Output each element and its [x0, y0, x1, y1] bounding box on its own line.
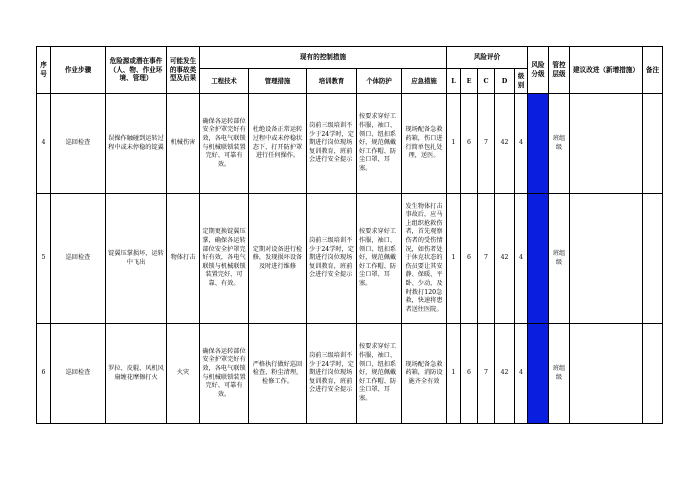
cell-c: 7	[478, 324, 495, 424]
cell-consequence: 火灾	[167, 324, 200, 424]
cell-suggestion	[570, 324, 643, 424]
table-row	[37, 194, 663, 324]
subheader-ppe: 个体防护	[357, 69, 402, 94]
cell-d: 42	[495, 94, 515, 194]
header-risk-level: 风险分级	[528, 47, 549, 94]
cell-eng: 确保各运转部位安全护罩完好有效，各电气联锁与机械联锁装置完好、可靠有效。	[200, 324, 249, 424]
subheader-mgmt: 管理措施	[249, 69, 307, 94]
cell-remark	[643, 94, 663, 194]
table-row	[37, 94, 663, 194]
cell-ppe: 按要求穿好工作服，袖口、领口、纽扣系好，规范佩戴好工作帽、防尘口罩、耳塞。	[357, 94, 402, 194]
cell-seq: 6	[37, 324, 51, 424]
cell-e: 6	[461, 324, 478, 424]
cell-l: 1	[447, 194, 461, 324]
cell-c: 7	[478, 94, 495, 194]
cell-step: 巡回检查	[51, 194, 106, 324]
cell-eng: 定期更换锭翼压掌，确保各运转部位安全护罩完好有效，各电气联锁与机械联锁装置完好、可靠、有效。	[200, 194, 249, 324]
cell-training: 岗前三级培训不少于24学时，定期进行岗位现场复训教育，班前会进行安全提示	[307, 94, 357, 194]
cell-suggestion	[570, 94, 643, 194]
cell-ppe: 按要求穿好工作服，袖口、领口、纽扣系好，规范佩戴好工作帽、防尘口罩、耳塞。	[357, 194, 402, 324]
cell-e: 6	[461, 94, 478, 194]
cell-control-level: 班组级	[549, 324, 570, 424]
header-row-main	[37, 47, 663, 69]
cell-d: 42	[495, 324, 515, 424]
cell-risk-level: 蓝	[528, 194, 549, 324]
cell-hazard: 误操作触碰到运转过程中或未停稳的锭翼	[106, 94, 167, 194]
header-seq: 序号	[37, 47, 51, 94]
cell-suggestion	[570, 194, 643, 324]
table-row	[37, 324, 663, 424]
cell-step: 巡回检查	[51, 94, 106, 194]
cell-training: 岗前三级培训不少于24学时，定期进行岗位现场复训教育，班前会进行安全提示	[307, 324, 357, 424]
header-control-level: 管控层级	[549, 47, 570, 94]
cell-e: 6	[461, 194, 478, 324]
cell-hazard: 锭翼压掌损坏，运转中飞出	[106, 194, 167, 324]
cell-grade: 4	[515, 194, 528, 324]
cell-l: 1	[447, 324, 461, 424]
cell-remark	[643, 194, 663, 324]
header-controls: 现有的控制措施	[200, 47, 447, 69]
cell-emergency: 发生物体打击事故后，应马上组织抢救伤者，首先观察伤者的受伤情况，如伤者处于休克状态的伤员要让其安静、保暖、平卧、少动，及时拨打120急救，快速将患者送往医院。	[402, 194, 447, 324]
cell-ppe: 按要求穿好工作服，袖口、领口、纽扣系好，规范佩戴好工作帽、防尘口罩、耳塞。	[357, 324, 402, 424]
cell-emergency: 现场配备急救药箱，消防设施齐全有效	[402, 324, 447, 424]
header-step: 作业步骤	[51, 47, 106, 94]
subheader-c: C	[478, 69, 495, 94]
cell-grade: 4	[515, 324, 528, 424]
cell-l: 1	[447, 94, 461, 194]
cell-step: 巡回检查	[51, 324, 106, 424]
subheader-training: 培训教育	[307, 69, 357, 94]
cell-eng: 确保各运转部位安全护罩完好有效，各电气联锁与机械联锁装置完好、可靠有效。	[200, 94, 249, 194]
subheader-e: E	[461, 69, 478, 94]
cell-mgmt: 杜绝设备正常运转过程中或未停稳状态下，打开防护罩进行任何操作。	[249, 94, 307, 194]
subheader-grade: 级别	[515, 69, 528, 94]
header-consequence: 可能发生的事故类型及后果	[167, 47, 200, 94]
cell-c: 7	[478, 194, 495, 324]
header-hazard: 危险源或潜在事件（人、物、作业环境、管理）	[106, 47, 167, 94]
subheader-l: L	[447, 69, 461, 94]
cell-remark	[643, 324, 663, 424]
cell-control-level: 班组级	[549, 94, 570, 194]
cell-risk-level: 蓝	[528, 94, 549, 194]
subheader-d: D	[495, 69, 515, 94]
cell-consequence: 机械伤害	[167, 94, 200, 194]
cell-hazard: 罗拉、皮辊、风机风扇缠花摩擦打火	[106, 324, 167, 424]
cell-seq: 4	[37, 94, 51, 194]
risk-assessment-table	[36, 46, 663, 424]
header-remark: 备注	[643, 47, 663, 94]
cell-consequence: 物体打击	[167, 194, 200, 324]
cell-risk-level: 蓝	[528, 324, 549, 424]
cell-mgmt: 严格执行做好巡回检查，粉尘清理，检修工作。	[249, 324, 307, 424]
header-suggestion: 建议改进（新增措施）	[570, 47, 643, 94]
cell-d: 42	[495, 194, 515, 324]
subheader-emergency: 应急措施	[402, 69, 447, 94]
subheader-eng: 工程技术	[200, 69, 249, 94]
cell-emergency: 现场配备急救药箱，伤口进行简单包扎处理，送医。	[402, 94, 447, 194]
header-risk-eval: 风险评价	[447, 47, 528, 69]
cell-control-level: 班组级	[549, 194, 570, 324]
cell-grade: 4	[515, 94, 528, 194]
cell-training: 岗前三级培训不少于24学时，定期进行岗位现场复训教育，班前会进行安全提示	[307, 194, 357, 324]
cell-seq: 5	[37, 194, 51, 324]
cell-mgmt: 定期对设备进行检修，发现损坏设备及时进行维修	[249, 194, 307, 324]
